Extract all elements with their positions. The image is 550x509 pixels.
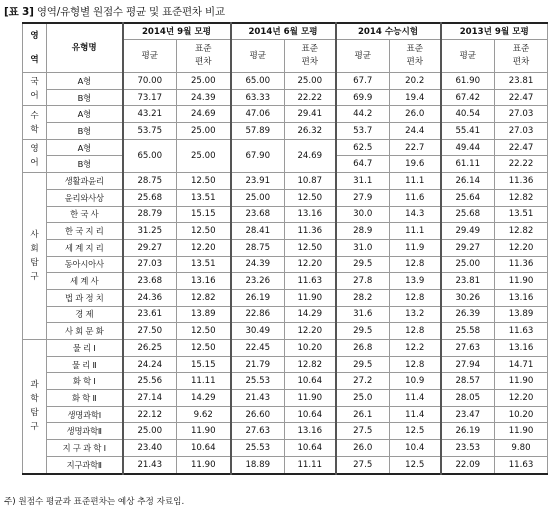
mean-cell: 44.2 bbox=[336, 106, 390, 123]
std-cell: 12.20 bbox=[495, 239, 548, 256]
table-row bbox=[23, 89, 548, 106]
type-name: 생명과학Ⅰ bbox=[47, 406, 123, 423]
header-area-label: 영 역 bbox=[30, 31, 39, 65]
table-title bbox=[4, 4, 225, 19]
mean-cell: 25.00 bbox=[441, 256, 495, 273]
header-std: 표준 편차 bbox=[495, 40, 548, 73]
mean-cell: 27.63 bbox=[441, 340, 495, 357]
std-cell: 22.7 bbox=[390, 139, 441, 156]
area-label: 국 어 bbox=[23, 73, 47, 106]
std-cell: 14.29 bbox=[285, 306, 336, 323]
type-name: B형 bbox=[47, 156, 123, 173]
mean-cell: 31.6 bbox=[336, 306, 390, 323]
mean-cell: 27.2 bbox=[336, 373, 390, 390]
std-cell: 11.4 bbox=[390, 406, 441, 423]
std-cell: 12.82 bbox=[495, 189, 548, 206]
std-cell: 13.9 bbox=[390, 273, 441, 290]
std-cell: 11.11 bbox=[177, 373, 231, 390]
mean-cell: 65.00 bbox=[123, 139, 177, 172]
mean-cell: 73.17 bbox=[123, 89, 177, 106]
mean-cell: 27.9 bbox=[336, 189, 390, 206]
mean-cell: 28.9 bbox=[336, 223, 390, 240]
mean-cell: 23.47 bbox=[441, 406, 495, 423]
area-label: 사 회 탐 구 bbox=[23, 173, 47, 340]
header-std: 표준 편차 bbox=[285, 40, 336, 73]
std-cell: 19.4 bbox=[390, 89, 441, 106]
header-area bbox=[23, 23, 47, 73]
std-cell: 11.36 bbox=[495, 173, 548, 190]
std-cell: 11.4 bbox=[390, 390, 441, 407]
std-cell: 12.50 bbox=[177, 173, 231, 190]
type-name: 세 계 지 리 bbox=[47, 239, 123, 256]
mean-cell: 55.41 bbox=[441, 123, 495, 140]
table-row bbox=[23, 289, 548, 306]
std-cell: 12.20 bbox=[177, 239, 231, 256]
mean-cell: 43.21 bbox=[123, 106, 177, 123]
mean-cell: 25.53 bbox=[231, 440, 285, 457]
mean-cell: 25.53 bbox=[231, 373, 285, 390]
std-cell: 25.00 bbox=[177, 73, 231, 90]
std-cell: 26.0 bbox=[390, 106, 441, 123]
mean-cell: 53.75 bbox=[123, 123, 177, 140]
mean-cell: 28.05 bbox=[441, 390, 495, 407]
std-cell: 22.47 bbox=[495, 139, 548, 156]
mean-cell: 25.64 bbox=[441, 189, 495, 206]
table-row bbox=[23, 373, 548, 390]
std-cell: 25.00 bbox=[285, 73, 336, 90]
mean-cell: 29.49 bbox=[441, 223, 495, 240]
table-row bbox=[23, 106, 548, 123]
mean-cell: 22.09 bbox=[441, 456, 495, 473]
mean-cell: 61.11 bbox=[441, 156, 495, 173]
std-cell: 11.90 bbox=[495, 373, 548, 390]
type-name: 세 계 사 bbox=[47, 273, 123, 290]
std-cell: 12.50 bbox=[285, 189, 336, 206]
mean-cell: 29.27 bbox=[123, 239, 177, 256]
std-cell: 11.11 bbox=[285, 456, 336, 473]
std-cell: 26.32 bbox=[285, 123, 336, 140]
mean-cell: 21.43 bbox=[231, 390, 285, 407]
std-cell: 12.82 bbox=[177, 289, 231, 306]
std-cell: 27.03 bbox=[495, 106, 548, 123]
type-name: 사 회 문 화 bbox=[47, 323, 123, 340]
type-name: 한 국 지 리 bbox=[47, 223, 123, 240]
mean-cell: 40.54 bbox=[441, 106, 495, 123]
mean-cell: 29.5 bbox=[336, 356, 390, 373]
area-label: 과 학 탐 구 bbox=[23, 340, 47, 474]
mean-cell: 23.68 bbox=[123, 273, 177, 290]
mean-cell: 30.0 bbox=[336, 206, 390, 223]
std-cell: 12.50 bbox=[177, 223, 231, 240]
table-row bbox=[23, 123, 548, 140]
area-label: 수 학 bbox=[23, 106, 47, 139]
std-cell: 12.50 bbox=[285, 239, 336, 256]
type-name: A형 bbox=[47, 73, 123, 90]
type-name: B형 bbox=[47, 89, 123, 106]
mean-cell: 26.19 bbox=[441, 423, 495, 440]
mean-cell: 28.41 bbox=[231, 223, 285, 240]
mean-cell: 47.06 bbox=[231, 106, 285, 123]
type-name: 지 구 과 학 Ⅰ bbox=[47, 440, 123, 457]
mean-cell: 21.43 bbox=[123, 456, 177, 473]
table-row bbox=[23, 306, 548, 323]
std-cell: 11.90 bbox=[177, 456, 231, 473]
table-row bbox=[23, 406, 548, 423]
std-cell: 27.03 bbox=[495, 123, 548, 140]
mean-cell: 23.40 bbox=[123, 440, 177, 457]
mean-cell: 23.26 bbox=[231, 273, 285, 290]
std-cell: 11.90 bbox=[285, 289, 336, 306]
mean-cell: 27.50 bbox=[123, 323, 177, 340]
std-cell: 12.82 bbox=[495, 223, 548, 240]
mean-cell: 26.14 bbox=[441, 173, 495, 190]
std-cell: 10.64 bbox=[285, 440, 336, 457]
std-cell: 24.69 bbox=[285, 139, 336, 172]
std-cell: 12.8 bbox=[390, 323, 441, 340]
std-cell: 11.1 bbox=[390, 173, 441, 190]
mean-cell: 25.00 bbox=[123, 423, 177, 440]
mean-cell: 25.68 bbox=[123, 189, 177, 206]
mean-cell: 31.1 bbox=[336, 173, 390, 190]
std-cell: 11.63 bbox=[495, 323, 548, 340]
header-mean: 평균 bbox=[123, 40, 177, 73]
std-cell: 22.47 bbox=[495, 89, 548, 106]
table-row bbox=[23, 206, 548, 223]
mean-cell: 27.94 bbox=[441, 356, 495, 373]
mean-cell: 29.5 bbox=[336, 256, 390, 273]
mean-cell: 23.53 bbox=[441, 440, 495, 457]
type-name: 지구과학Ⅱ bbox=[47, 456, 123, 473]
mean-cell: 22.86 bbox=[231, 306, 285, 323]
mean-cell: 26.60 bbox=[231, 406, 285, 423]
table-row bbox=[23, 173, 548, 190]
mean-cell: 64.7 bbox=[336, 156, 390, 173]
table-row bbox=[23, 390, 548, 407]
table-row bbox=[23, 223, 548, 240]
std-cell: 12.8 bbox=[390, 356, 441, 373]
std-cell: 14.29 bbox=[177, 390, 231, 407]
type-name: 경 제 bbox=[47, 306, 123, 323]
mean-cell: 30.26 bbox=[441, 289, 495, 306]
header-exam-2014-09: 2014년 9월 모평 bbox=[123, 23, 231, 40]
mean-cell: 26.25 bbox=[123, 340, 177, 357]
std-cell: 12.50 bbox=[177, 340, 231, 357]
table-row bbox=[23, 356, 548, 373]
area-label: 영 어 bbox=[23, 139, 47, 172]
mean-cell: 26.8 bbox=[336, 340, 390, 357]
std-cell: 9.62 bbox=[177, 406, 231, 423]
std-cell: 10.4 bbox=[390, 440, 441, 457]
table-row bbox=[23, 189, 548, 206]
mean-cell: 24.24 bbox=[123, 356, 177, 373]
mean-cell: 29.5 bbox=[336, 323, 390, 340]
std-cell: 11.63 bbox=[285, 273, 336, 290]
std-cell: 12.20 bbox=[495, 390, 548, 407]
table-row bbox=[23, 73, 548, 90]
mean-cell: 26.39 bbox=[441, 306, 495, 323]
type-name: 한 국 사 bbox=[47, 206, 123, 223]
mean-cell: 26.0 bbox=[336, 440, 390, 457]
std-cell: 13.89 bbox=[495, 306, 548, 323]
std-cell: 11.1 bbox=[390, 223, 441, 240]
mean-cell: 29.27 bbox=[441, 239, 495, 256]
type-name: A형 bbox=[47, 106, 123, 123]
std-cell: 11.36 bbox=[495, 256, 548, 273]
std-cell: 24.69 bbox=[177, 106, 231, 123]
std-cell: 24.4 bbox=[390, 123, 441, 140]
std-cell: 13.51 bbox=[177, 189, 231, 206]
mean-cell: 31.0 bbox=[336, 239, 390, 256]
table-title-number: [표 3] bbox=[4, 6, 34, 18]
std-cell: 10.64 bbox=[285, 406, 336, 423]
header-mean: 평균 bbox=[441, 40, 495, 73]
std-cell: 25.00 bbox=[177, 123, 231, 140]
mean-cell: 25.58 bbox=[441, 323, 495, 340]
std-cell: 12.8 bbox=[390, 256, 441, 273]
mean-cell: 23.91 bbox=[231, 173, 285, 190]
std-cell: 11.6 bbox=[390, 189, 441, 206]
type-name: 화 학 Ⅰ bbox=[47, 373, 123, 390]
mean-cell: 25.0 bbox=[336, 390, 390, 407]
mean-cell: 62.5 bbox=[336, 139, 390, 156]
std-cell: 11.90 bbox=[495, 423, 548, 440]
mean-cell: 24.36 bbox=[123, 289, 177, 306]
mean-cell: 63.33 bbox=[231, 89, 285, 106]
table-row bbox=[23, 456, 548, 473]
table-row bbox=[23, 440, 548, 457]
std-cell: 25.00 bbox=[177, 139, 231, 172]
mean-cell: 21.79 bbox=[231, 356, 285, 373]
std-cell: 15.15 bbox=[177, 206, 231, 223]
mean-cell: 25.68 bbox=[441, 206, 495, 223]
std-cell: 11.90 bbox=[177, 423, 231, 440]
mean-cell: 27.5 bbox=[336, 423, 390, 440]
mean-cell: 23.68 bbox=[231, 206, 285, 223]
std-cell: 13.51 bbox=[495, 206, 548, 223]
mean-cell: 30.49 bbox=[231, 323, 285, 340]
mean-cell: 28.57 bbox=[441, 373, 495, 390]
header-std: 표준 편차 bbox=[177, 40, 231, 73]
std-cell: 12.50 bbox=[177, 323, 231, 340]
mean-cell: 27.5 bbox=[336, 456, 390, 473]
std-cell: 11.9 bbox=[390, 239, 441, 256]
std-cell: 13.16 bbox=[285, 206, 336, 223]
mean-cell: 24.39 bbox=[231, 256, 285, 273]
mean-cell: 28.79 bbox=[123, 206, 177, 223]
table-title-text: 영역/유형별 원점수 평균 및 표준편차 비교 bbox=[36, 6, 225, 18]
std-cell: 13.16 bbox=[285, 423, 336, 440]
header-mean: 평균 bbox=[231, 40, 285, 73]
mean-cell: 22.12 bbox=[123, 406, 177, 423]
std-cell: 12.20 bbox=[285, 256, 336, 273]
table-row bbox=[23, 256, 548, 273]
std-cell: 11.36 bbox=[285, 223, 336, 240]
std-cell: 13.89 bbox=[177, 306, 231, 323]
std-cell: 10.9 bbox=[390, 373, 441, 390]
mean-cell: 69.9 bbox=[336, 89, 390, 106]
table-row bbox=[23, 323, 548, 340]
std-cell: 11.90 bbox=[495, 273, 548, 290]
mean-cell: 67.42 bbox=[441, 89, 495, 106]
type-name: A형 bbox=[47, 139, 123, 156]
mean-cell: 23.61 bbox=[123, 306, 177, 323]
mean-cell: 28.75 bbox=[123, 173, 177, 190]
mean-cell: 27.14 bbox=[123, 390, 177, 407]
std-cell: 13.16 bbox=[177, 273, 231, 290]
std-cell: 12.2 bbox=[390, 340, 441, 357]
std-cell: 10.20 bbox=[285, 340, 336, 357]
mean-cell: 28.75 bbox=[231, 239, 285, 256]
header-exam-2013-09: 2013년 9월 모평 bbox=[441, 23, 548, 40]
mean-cell: 61.90 bbox=[441, 73, 495, 90]
table-row bbox=[23, 340, 548, 357]
std-cell: 24.39 bbox=[177, 89, 231, 106]
mean-cell: 26.1 bbox=[336, 406, 390, 423]
std-cell: 22.22 bbox=[285, 89, 336, 106]
std-cell: 22.22 bbox=[495, 156, 548, 173]
std-cell: 10.64 bbox=[177, 440, 231, 457]
std-cell: 11.63 bbox=[495, 456, 548, 473]
type-name: 화 학 Ⅱ bbox=[47, 390, 123, 407]
std-cell: 20.2 bbox=[390, 73, 441, 90]
mean-cell: 23.81 bbox=[441, 273, 495, 290]
std-cell: 13.16 bbox=[495, 289, 548, 306]
std-cell: 10.20 bbox=[495, 406, 548, 423]
type-name: 법 과 정 치 bbox=[47, 289, 123, 306]
std-cell: 12.5 bbox=[390, 456, 441, 473]
mean-cell: 27.63 bbox=[231, 423, 285, 440]
std-cell: 12.8 bbox=[390, 289, 441, 306]
table-row bbox=[23, 139, 548, 156]
mean-cell: 53.7 bbox=[336, 123, 390, 140]
std-cell: 15.15 bbox=[177, 356, 231, 373]
std-cell: 12.82 bbox=[285, 356, 336, 373]
type-name: 생활과윤리 bbox=[47, 173, 123, 190]
table-row bbox=[23, 273, 548, 290]
type-name: 동아시아사 bbox=[47, 256, 123, 273]
header-type: 유형명 bbox=[47, 23, 123, 73]
mean-cell: 27.8 bbox=[336, 273, 390, 290]
mean-cell: 18.89 bbox=[231, 456, 285, 473]
std-cell: 13.16 bbox=[495, 340, 548, 357]
mean-cell: 28.2 bbox=[336, 289, 390, 306]
mean-cell: 27.03 bbox=[123, 256, 177, 273]
type-name: 물 리 Ⅰ bbox=[47, 340, 123, 357]
std-cell: 13.51 bbox=[177, 256, 231, 273]
mean-cell: 25.56 bbox=[123, 373, 177, 390]
mean-cell: 67.90 bbox=[231, 139, 285, 172]
table-row bbox=[23, 423, 548, 440]
mean-cell: 22.45 bbox=[231, 340, 285, 357]
std-cell: 13.2 bbox=[390, 306, 441, 323]
mean-cell: 26.19 bbox=[231, 289, 285, 306]
type-name: 생명과학Ⅱ bbox=[47, 423, 123, 440]
header-exam-2014-csat: 2014 수능시험 bbox=[336, 23, 441, 40]
mean-cell: 70.00 bbox=[123, 73, 177, 90]
mean-cell: 57.89 bbox=[231, 123, 285, 140]
mean-cell: 67.7 bbox=[336, 73, 390, 90]
mean-cell: 25.00 bbox=[231, 189, 285, 206]
std-cell: 11.90 bbox=[285, 390, 336, 407]
std-cell: 19.6 bbox=[390, 156, 441, 173]
std-cell: 10.64 bbox=[285, 373, 336, 390]
std-cell: 23.81 bbox=[495, 73, 548, 90]
std-cell: 12.20 bbox=[285, 323, 336, 340]
header-mean: 평균 bbox=[336, 40, 390, 73]
type-name: B형 bbox=[47, 123, 123, 140]
std-cell: 9.80 bbox=[495, 440, 548, 457]
table-row bbox=[23, 239, 548, 256]
type-name: 물 리 Ⅱ bbox=[47, 356, 123, 373]
type-name: 윤리와사상 bbox=[47, 189, 123, 206]
mean-cell: 31.25 bbox=[123, 223, 177, 240]
score-comparison-table bbox=[22, 22, 548, 475]
header-std: 표준 편차 bbox=[390, 40, 441, 73]
std-cell: 29.41 bbox=[285, 106, 336, 123]
std-cell: 10.87 bbox=[285, 173, 336, 190]
mean-cell: 65.00 bbox=[231, 73, 285, 90]
mean-cell: 49.44 bbox=[441, 139, 495, 156]
header-exam-2014-06: 2014년 6월 모평 bbox=[231, 23, 336, 40]
std-cell: 12.5 bbox=[390, 423, 441, 440]
footnote: 주) 원점수 평균과 표준편차는 예상 추정 자료임. bbox=[4, 497, 185, 507]
std-cell: 14.71 bbox=[495, 356, 548, 373]
std-cell: 14.3 bbox=[390, 206, 441, 223]
